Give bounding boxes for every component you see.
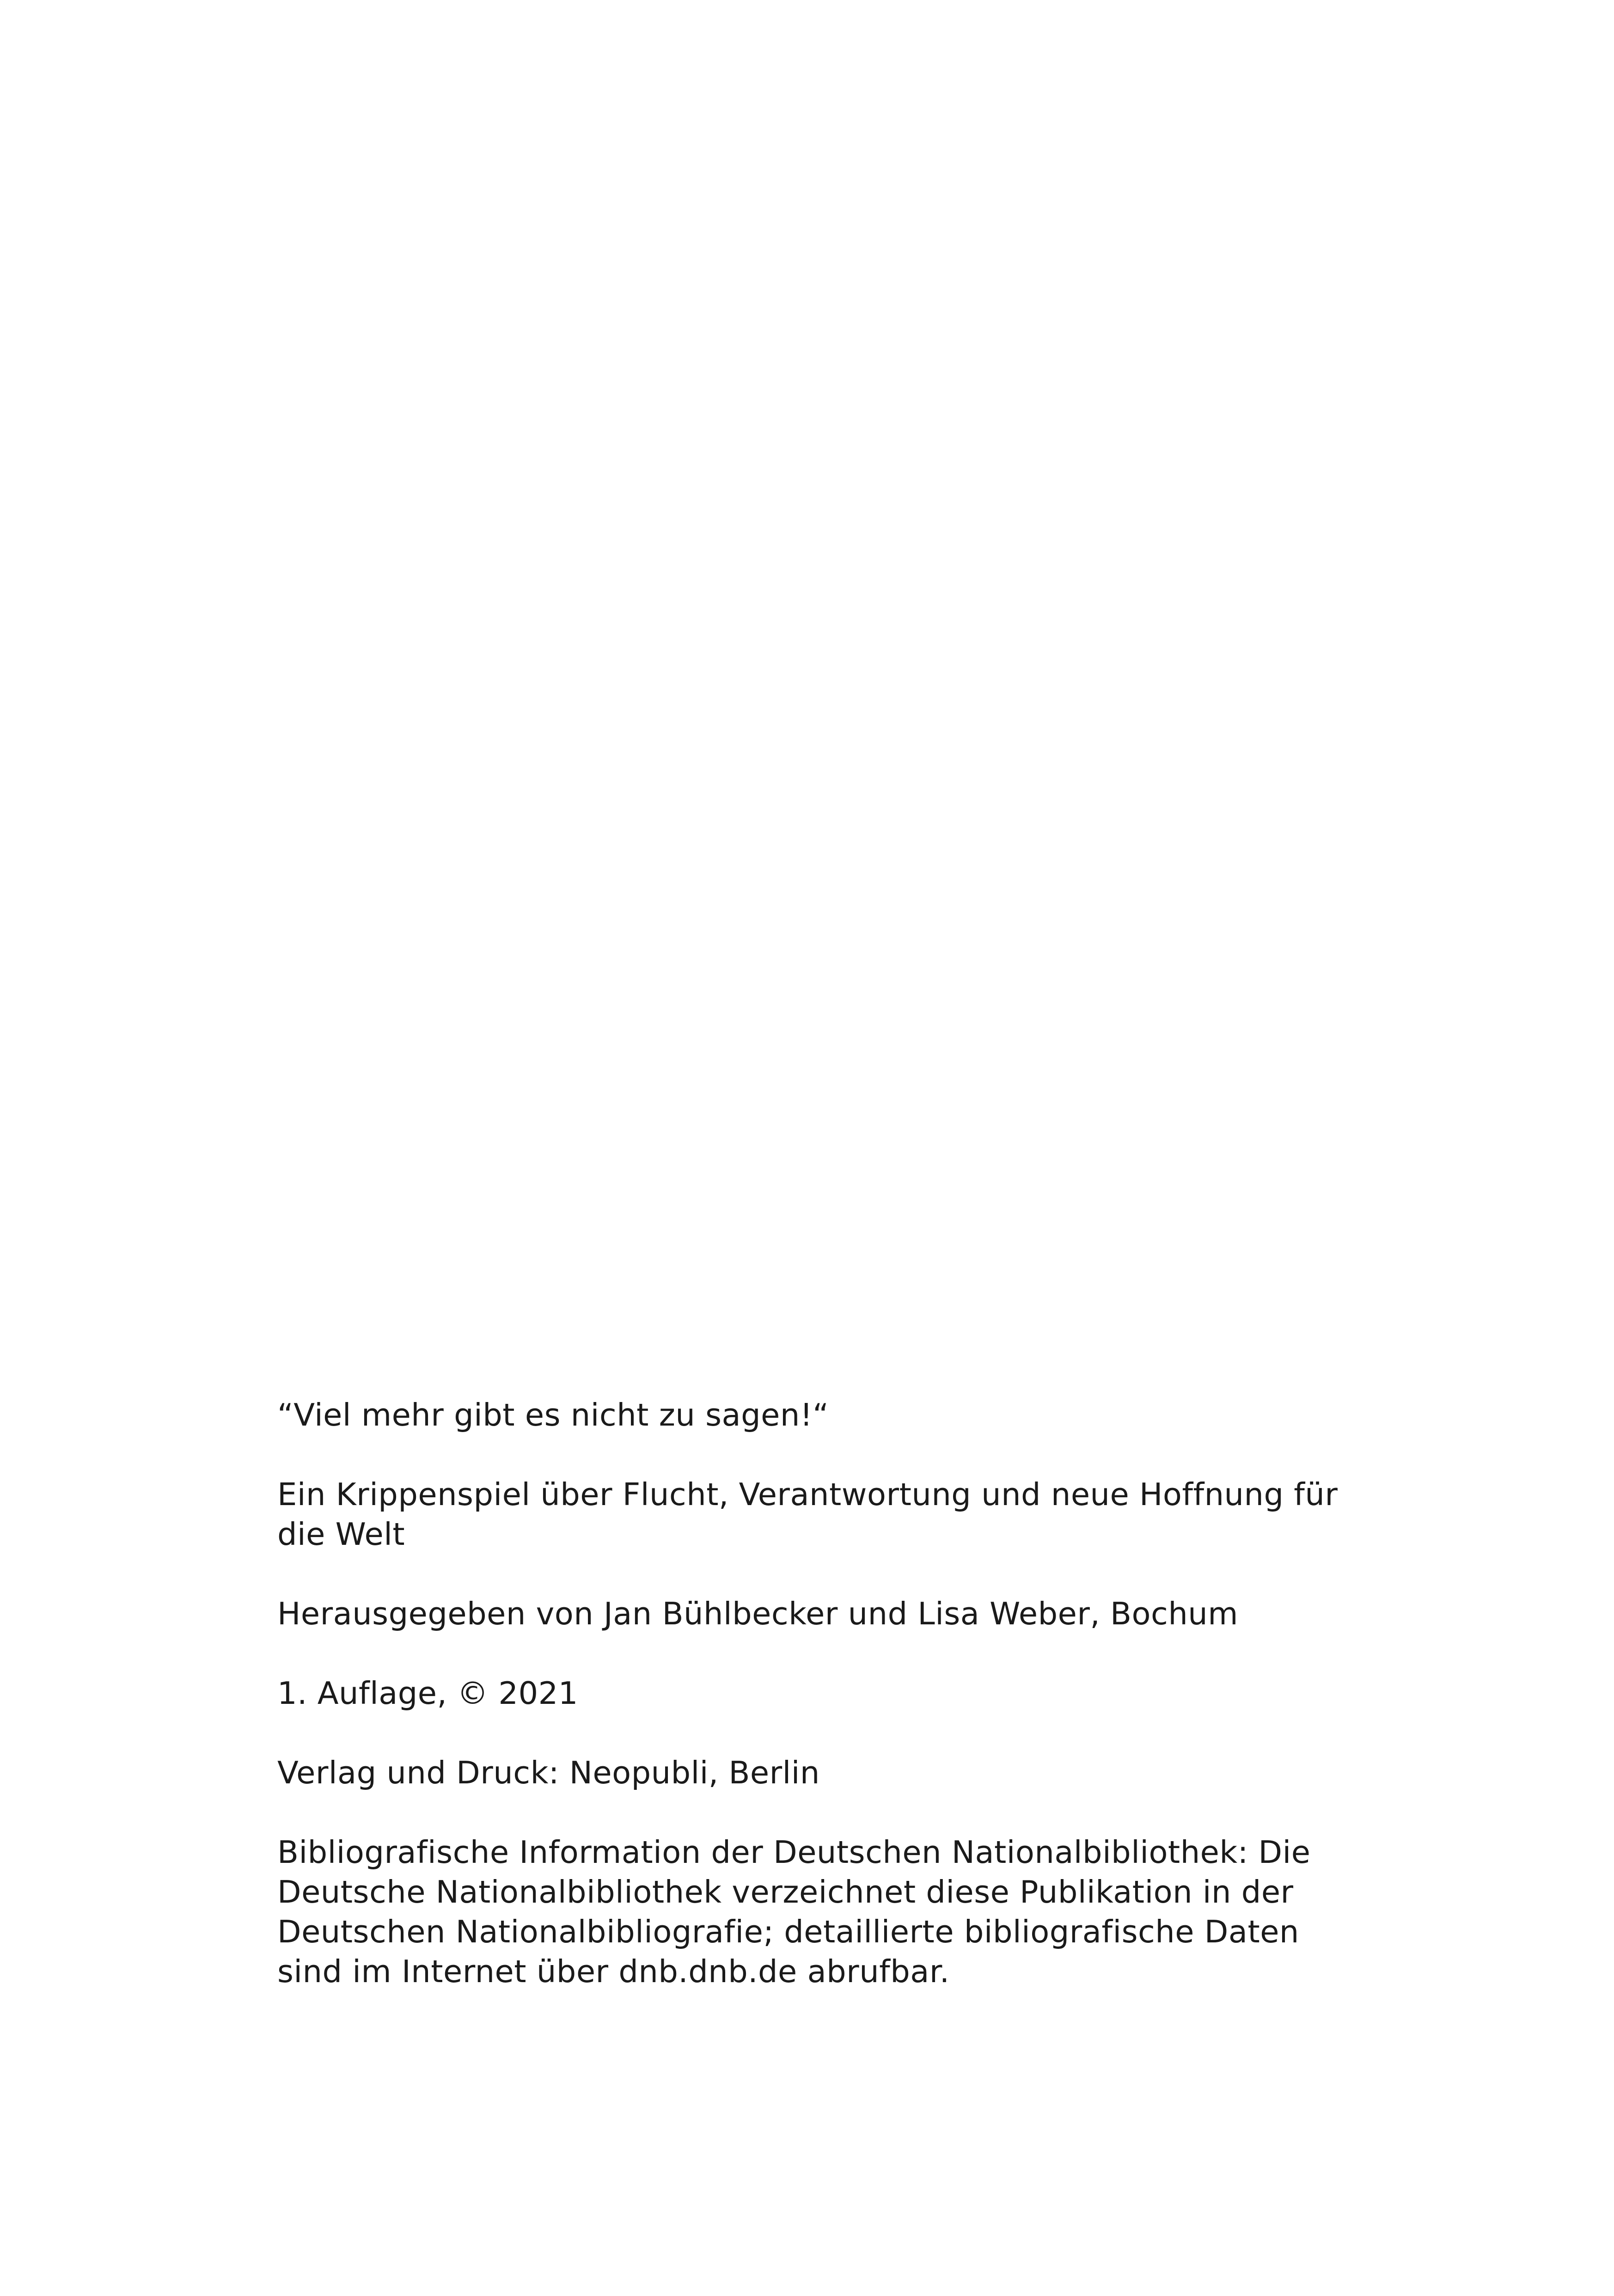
editors-line: Herausgegeben von Jan Bühlbecker und Lisa Weber, Bochum: [277, 1596, 1239, 1632]
publisher-line: Verlag und Druck: Neopubli, Berlin: [277, 1755, 820, 1791]
bibliographic-info: Bibliografische Information der Deutschen Nationalbibliothek: Die Deutsche Nationalbibliothek verzeichnet diese Publikation in der Deutschen Nationalbibliografie; detaillierte bibliografische Daten sind im Internet über dnb.dnb.de abrufbar.: [277, 1834, 1311, 1990]
edition-line: 1. Auflage, © 2021: [277, 1675, 578, 1711]
imprint-block: [277, 1395, 1368, 1991]
book-title: “Viel mehr gibt es nicht zu sagen!“: [277, 1397, 829, 1433]
book-subtitle: Ein Krippenspiel über Flucht, Verantwortung und neue Hoffnung für die Welt: [277, 1476, 1338, 1552]
